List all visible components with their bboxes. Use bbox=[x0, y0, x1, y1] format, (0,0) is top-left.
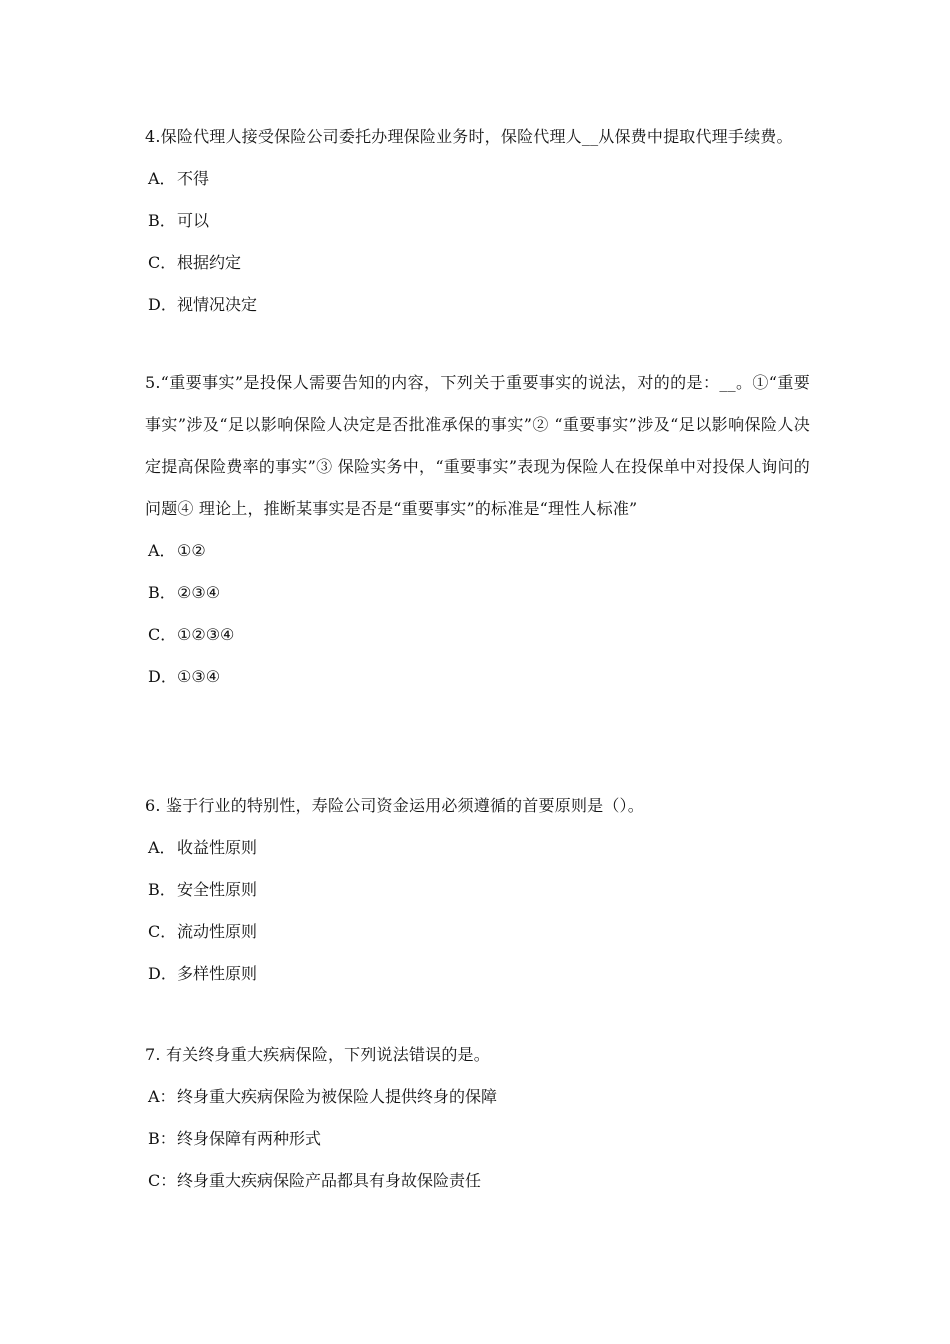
option-c bbox=[145, 614, 810, 656]
option-text: 流动性原则 bbox=[177, 922, 258, 941]
option-key: D． bbox=[148, 964, 177, 983]
option-key: B． bbox=[148, 211, 176, 230]
option-c bbox=[145, 242, 810, 284]
option-key: A： bbox=[148, 1087, 176, 1106]
question-7 bbox=[145, 1034, 810, 1202]
option-d bbox=[145, 656, 810, 698]
question-stem: 6. 鉴于行业的特别性，寿险公司资金运用必须遵循的首要原则是（）。 bbox=[145, 796, 644, 815]
option-key: C． bbox=[148, 922, 177, 941]
option-list bbox=[145, 1076, 810, 1202]
option-text: 安全性原则 bbox=[177, 880, 258, 899]
option-key: D． bbox=[148, 667, 177, 686]
option-a bbox=[145, 158, 810, 200]
question-stem: 7. 有关终身重大疾病保险，下列说法错误的是。 bbox=[145, 1045, 490, 1064]
option-text: 收益性原则 bbox=[177, 838, 258, 857]
option-d bbox=[145, 284, 810, 326]
option-text: ①② bbox=[177, 541, 206, 560]
option-text: 多样性原则 bbox=[177, 964, 258, 983]
question-6 bbox=[145, 785, 810, 995]
option-b bbox=[145, 869, 810, 911]
option-key: A． bbox=[148, 838, 176, 857]
option-key: B． bbox=[148, 583, 176, 602]
option-a bbox=[145, 827, 810, 869]
question-4 bbox=[145, 116, 810, 326]
option-b bbox=[145, 572, 810, 614]
question-5 bbox=[145, 362, 810, 698]
option-a bbox=[145, 1076, 810, 1118]
option-text: 终身重大疾病保险为被保险人提供终身的保障 bbox=[177, 1087, 498, 1106]
option-list bbox=[145, 158, 810, 326]
option-key: C： bbox=[148, 1171, 177, 1190]
option-key: D． bbox=[148, 295, 177, 314]
option-b bbox=[145, 200, 810, 242]
option-key: A． bbox=[148, 541, 176, 560]
option-key: B： bbox=[148, 1129, 176, 1148]
option-list bbox=[145, 827, 810, 995]
option-c bbox=[145, 911, 810, 953]
option-text: 可以 bbox=[177, 211, 210, 230]
option-b bbox=[145, 1118, 810, 1160]
option-text: 不得 bbox=[177, 169, 210, 188]
option-c bbox=[145, 1160, 810, 1202]
option-text: 根据约定 bbox=[177, 253, 242, 272]
question-stem: 5.“重要事实”是投保人需要告知的内容，下列关于重要事实的说法，对的的是：__。①“重要事实”涉及“足以影响保险人决定是否批准承保的事实”② “重要事实”涉及“足以影响保险人决定提高保险费率的事实”③ 保险实务中，“重要事实”表现为保险人在投保单中对投保人询问的问题④ 理论上，推断某事实是否是“重要事实”的标准是“理性人标准” bbox=[145, 373, 810, 518]
option-key: B． bbox=[148, 880, 176, 899]
option-text: ①②③④ bbox=[177, 625, 235, 644]
option-text: 终身重大疾病保险产品都具有身故保险责任 bbox=[177, 1171, 482, 1190]
option-d bbox=[145, 953, 810, 995]
option-text: ②③④ bbox=[177, 583, 221, 602]
option-text: ①③④ bbox=[177, 667, 221, 686]
option-text: 视情况决定 bbox=[177, 295, 258, 314]
option-key: A． bbox=[148, 169, 176, 188]
option-key: C． bbox=[148, 253, 177, 272]
option-key: C． bbox=[148, 625, 177, 644]
option-a bbox=[145, 530, 810, 572]
question-stem: 4.保险代理人接受保险公司委托办理保险业务时，保险代理人__从保费中提取代理手续费。 bbox=[145, 127, 793, 146]
option-text: 终身保障有两种形式 bbox=[177, 1129, 322, 1148]
option-list bbox=[145, 530, 810, 698]
